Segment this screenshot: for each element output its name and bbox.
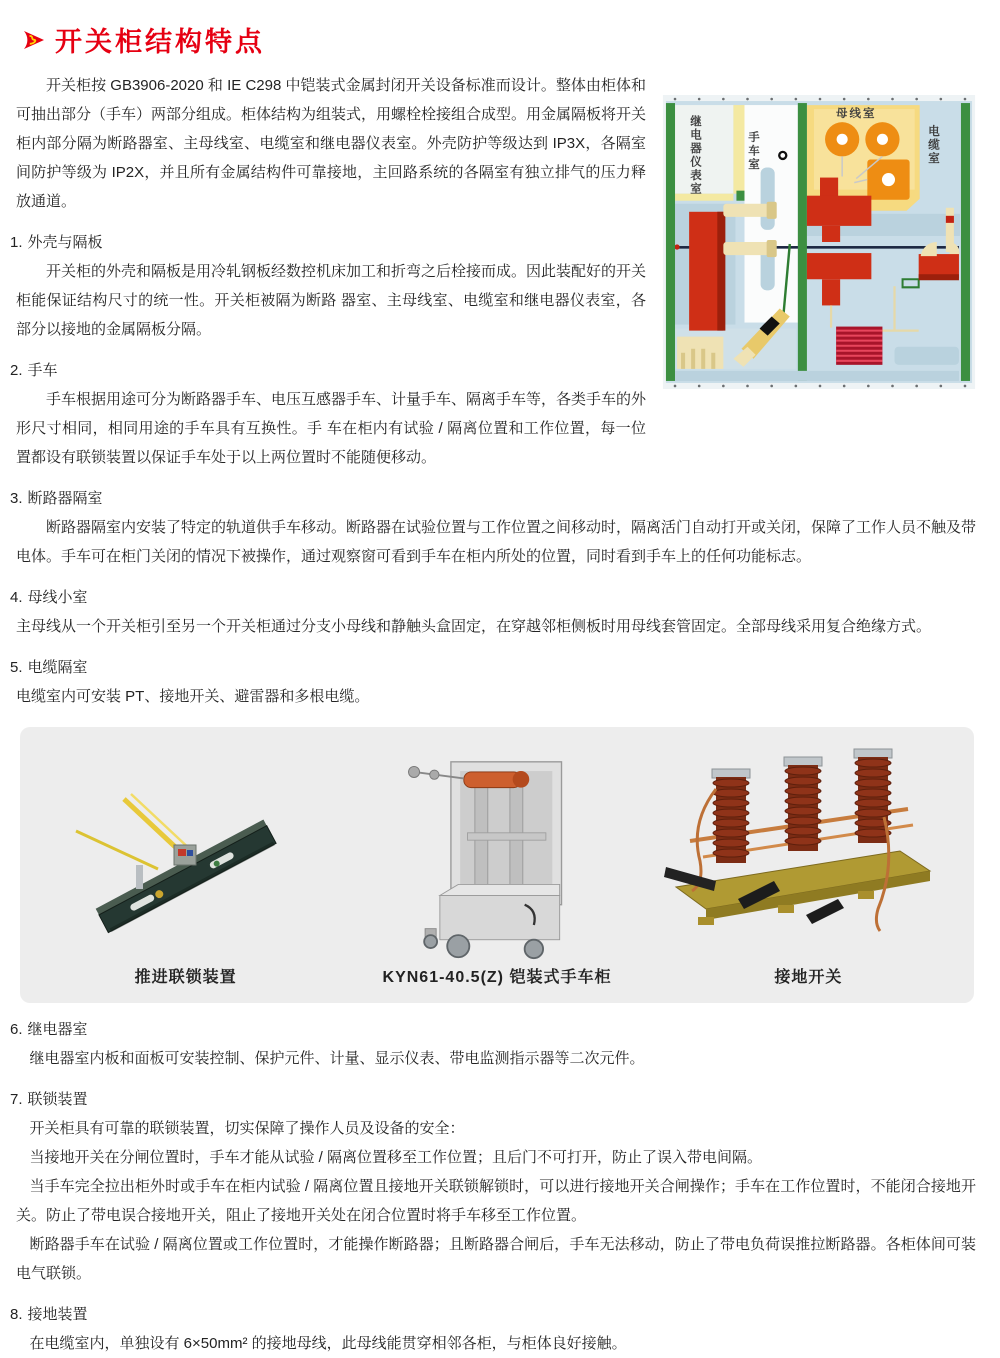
- section-body: 开关柜的外壳和隔板是用冷轧钢板经数控机床加工和折弯之后栓接而成。因此装配好的开关柜能保证结构尺寸的统一性。开关柜被隔为断路 器室、主母线室、电缆室和继电器仪表室，各部分以接地的金属隔板分隔。: [16, 263, 647, 338]
- flag-icon: [22, 28, 46, 52]
- section-body: 断路器隔室内安装了特定的轨道供手车移动。断路器在试验位置与工作位置之间移动时，隔离活门自动打开或关闭，保障了工作人员不触及带 电体。手车可在柜门关闭的情况下被操作，通过观察窗可看到手车在柜内所处的位置，同时看到手车上的任何功能标志。: [16, 519, 977, 565]
- section-5: [10, 653, 976, 711]
- section-body: 继电器室内板和面板可安装控制、保护元件、计量、显示仪表、带电监测指示器等二次元件。: [29, 1050, 645, 1067]
- section-7: [10, 1085, 976, 1288]
- section-heading: 2. 手车: [10, 362, 58, 379]
- figure-caption: 推进联锁装置: [134, 969, 237, 986]
- diagram-label-cart-room: 手车室: [747, 131, 759, 172]
- section-statement: 当手车完全拉出柜外时或手车在柜内试验 / 隔离位置且接地开关联锁解锁时，可以进行接地开关合闸操作；手车在工作位置时，不能闭合接地开关。防止了带电误合接地开关，阻止了接地开关处在闭合位置时将手车移至工作位置。: [16, 1178, 976, 1224]
- section-body: 手车根据用途可分为断路器手车、电压互感器手车、计量手车、隔离手车等，各类手车的外形尺寸相同，相同用途的手车具有互换性。手 车在柜内有试验 / 隔离位置和工作位置，每一位置都设有联锁装置以保证手车处于以上两位置时不能随便移动。: [16, 391, 647, 466]
- insulator: [784, 757, 822, 851]
- figure-caption: 接地开关: [774, 969, 843, 986]
- figure-kyn61-cart: [341, 727, 652, 1003]
- cable-coil: [836, 327, 882, 365]
- observation-port: [779, 152, 786, 159]
- figure-interlock-device: [30, 727, 341, 1003]
- kyn61-cart-image: [377, 748, 617, 960]
- diagram-label-relay-room: 继电器仪表室: [689, 115, 701, 196]
- earthing-switch-image: [658, 748, 958, 960]
- page-title: 开关柜结构特点: [55, 27, 265, 57]
- section-heading: 7. 联锁装置: [10, 1091, 88, 1108]
- section-heading: 5. 电缆隔室: [10, 659, 88, 676]
- page-header: [22, 20, 976, 59]
- section-body: 电缆室内可安装 PT、接地开关、避雷器和多根电缆。: [16, 688, 370, 705]
- section-8: [10, 1300, 976, 1358]
- section-statement: 当接地开关在分闸位置时，手车才能从试验 / 隔离位置移至工作位置；且后门不可打开，防止了误入带电间隔。: [29, 1149, 763, 1166]
- section-heading: 6. 继电器室: [10, 1021, 88, 1038]
- section-body: 主母线从一个开关柜引至另一个开关柜通过分支小母线和静触头盒固定，在穿越邻柜侧板时用母线套管固定。全部母线采用复合绝缘方式。: [16, 618, 932, 635]
- intro-paragraph: 开关柜按 GB3906-2020 和 IE C298 中铠装式金属封闭开关设备标准而设计。整体由柜体和可抽出部分（手车）两部分组成。柜体结构为组装式，用螺栓栓接组合成型。用金属隔板将开关柜内部分隔为断路器室、主母线室、电缆室和继电器仪表室。外壳防护等级达到 IP3X，各隔室间防护等级为 IP2X，并且所有金属结构件可靠接地，主回路系统的各隔室有独立排气的压力释放通道。: [16, 77, 647, 210]
- section-heading: 4. 母线小室: [10, 589, 88, 606]
- figure-band: [20, 727, 974, 1003]
- diagram-label-busbar-room: 母线室: [836, 108, 877, 120]
- figure-caption: KYN61-40.5(Z) 铠装式手车柜: [382, 969, 612, 986]
- diagram-label-cable-room: 电缆室: [927, 125, 939, 166]
- section-heading: 1. 外壳与隔板: [10, 234, 103, 251]
- section-6: [10, 1015, 976, 1073]
- section-3: [10, 484, 977, 571]
- section-heading: 8. 接地装置: [10, 1306, 88, 1323]
- section-heading: 3. 断路器隔室: [10, 490, 103, 507]
- section-body: 在电缆室内，单独设有 6×50mm² 的接地母线，此母线能贯穿相邻各柜，与柜体良好接触。: [29, 1335, 627, 1352]
- cabinet-structure-diagram: [658, 95, 980, 389]
- section-statement: 断路器手车在试验 / 隔离位置或工作位置时，才能操作断路器；且断路器合闸后，手车无法移动，防止了带电负荷误推拉断路器。各柜体间可装电气联锁。: [16, 1236, 976, 1282]
- insulator: [712, 769, 750, 863]
- figure-earthing-switch: [653, 727, 964, 1003]
- section-4: [10, 583, 976, 641]
- interlock-device-image: [36, 748, 336, 960]
- section-statement: 开关柜具有可靠的联锁装置，切实保障了操作人员及设备的安全：: [29, 1120, 465, 1137]
